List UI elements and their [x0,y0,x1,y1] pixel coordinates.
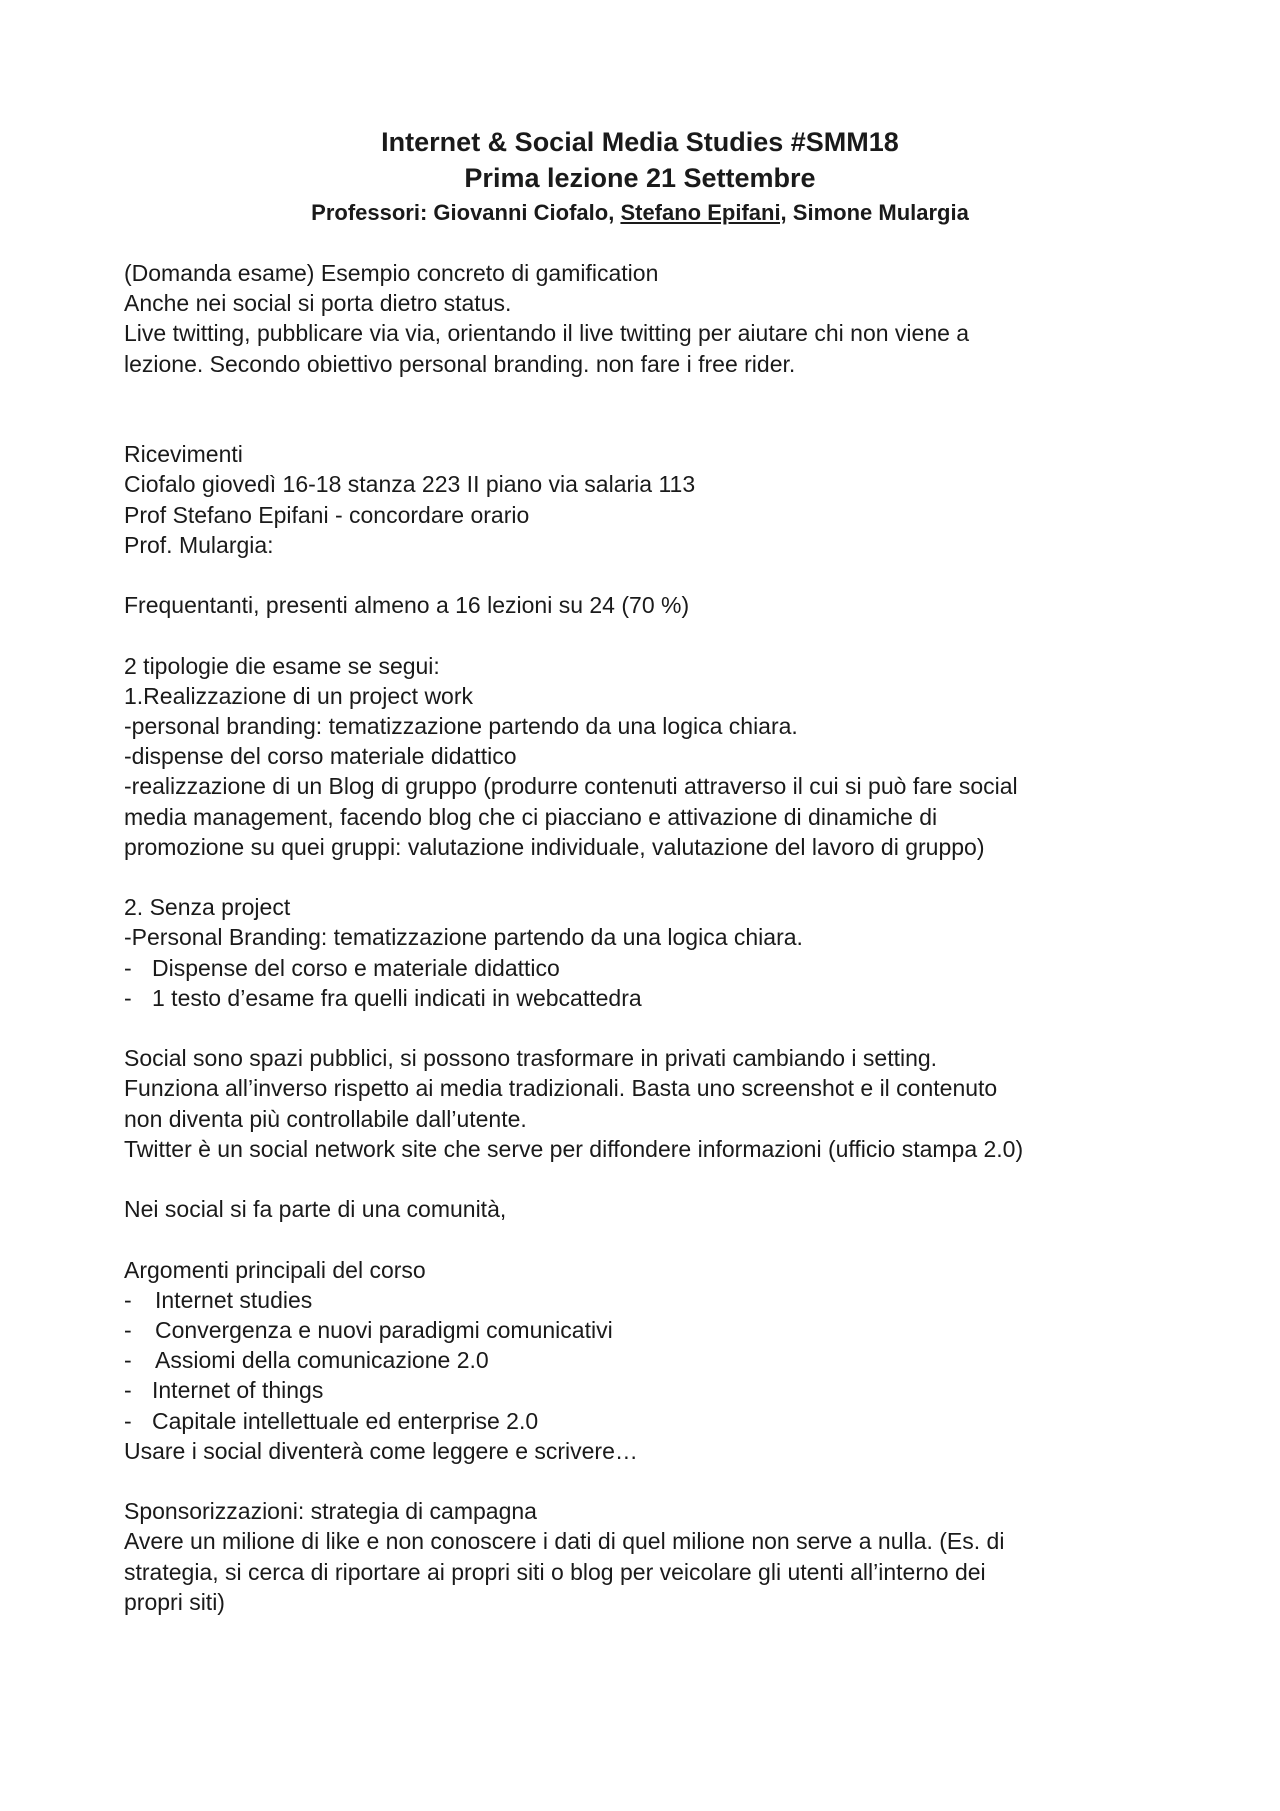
text-line: 1.Realizzazione di un project work [124,682,474,709]
text-line: 2 tipologie die esame se segui: [124,652,440,679]
exam-type-2-section [124,892,1174,1013]
frequentanti-line: Frequentanti, presenti almeno a 16 lezioni su 24 (70 %) [124,592,690,619]
professors-line [0,196,1280,230]
exam-type-1-section [124,651,1174,862]
section-heading: Ricevimenti [124,441,243,468]
document-title: Internet & Social Media Studies #SMM18 [381,127,899,157]
text-line: Ciofalo giovedì 16-18 stanza 223 II piano via salaria 113 [124,471,696,498]
list-item [124,953,1174,983]
document-header [0,124,1280,230]
text-line: non diventa più controllabile dall’utente. [124,1105,527,1132]
text-line: Avere un milione di like e non conoscere i dati di quel milione non serve a nulla. (Es. di [124,1528,1005,1555]
list-dash: - [124,1317,132,1343]
list-item [124,1315,1174,1345]
professor-underlined: Stefano Epifani, [620,200,787,225]
argomenti-section [124,1255,1174,1466]
section-heading: Argomenti principali del corso [124,1256,426,1283]
text-line: -Personal Branding: tematizzazione partendo da una logica chiara. [124,924,803,951]
list-item [124,1285,1174,1315]
list-item-text: 1 testo d’esame fra quelli indicati in webcattedra [152,984,642,1011]
text-line: (Domanda esame) Esempio concreto di gamification [124,260,659,286]
list-dash: - [124,1377,132,1404]
text-line: -dispense del corso materiale didattico [124,743,517,770]
text-line: Social sono spazi pubblici, si possono trasformare in privati cambiando i setting. [124,1045,938,1072]
list-dash: - [124,1407,132,1434]
text-line: Live twitting, pubblicare via via, orientando il live twitting per aiutare chi non viene a [124,320,970,347]
text-line: Usare i social diventerà come leggere e scrivere… [124,1437,638,1464]
list-item [124,1375,1174,1405]
text-line: -realizzazione di un Blog di gruppo (produrre contenuti attraverso il cui si può fare social [124,773,1018,800]
intro-section [124,258,1174,379]
text-line: strategia, si cerca di riportare ai propri siti o blog per veicolare gli utenti all’interno dei [124,1558,986,1585]
list-dash: - [124,1347,132,1374]
text-line: media management, facendo blog che ci piacciano e attivazione di dinamiche di [124,803,938,830]
list-item [124,983,1174,1013]
text-line: Funziona all’inverso rispetto ai media tradizionali. Basta uno screenshot e il contenuto [124,1075,998,1102]
document-body [124,258,1174,1617]
list-item-text: Internet studies [155,1286,313,1313]
list-item-text: Capitale intellettuale ed enterprise 2.0 [152,1407,539,1434]
list-item-text: Assiomi della comunicazione 2.0 [155,1347,489,1374]
text-line: Anche nei social si porta dietro status. [124,290,512,317]
text-line: 2. Senza project [124,894,291,921]
list-item [124,1345,1174,1375]
text-line: Prof. Mulargia: [124,531,274,558]
list-item [124,1406,1174,1436]
section-heading: Sponsorizzazioni: strategia di campagna [124,1498,537,1525]
social-section [124,1043,1174,1164]
sponsorizzazioni-section [124,1496,1174,1617]
text-line: propri siti) [124,1588,225,1615]
comunita-line: Nei social si fa parte di una comunità, [124,1196,507,1223]
list-dash: - [124,1286,132,1313]
text-line: lezione. Secondo obiettivo personal branding. non fare i free rider. [124,350,796,377]
list-dash: - [124,984,132,1011]
list-dash: - [124,954,132,981]
ricevimenti-section [124,439,1174,560]
list-item-text: Dispense del corso e materiale didattico [152,954,560,981]
text-line: Prof Stefano Epifani - concordare orario [124,501,530,528]
document-subtitle: Prima lezione 21 Settembre [464,163,816,193]
professors-suffix: Simone Mulargia [786,200,969,225]
text-line: promozione su quei gruppi: valutazione individuale, valutazione del lavoro di gruppo) [124,833,985,860]
text-line: -personal branding: tematizzazione partendo da una logica chiara. [124,713,798,739]
text-line: Twitter è un social network site che serve per diffondere informazioni (ufficio stampa 2.0) [124,1135,1024,1162]
list-item-text: Convergenza e nuovi paradigmi comunicativi [155,1317,613,1343]
list-item-text: Internet of things [152,1377,324,1404]
professors-prefix: Professori: Giovanni Ciofalo, [311,200,621,225]
